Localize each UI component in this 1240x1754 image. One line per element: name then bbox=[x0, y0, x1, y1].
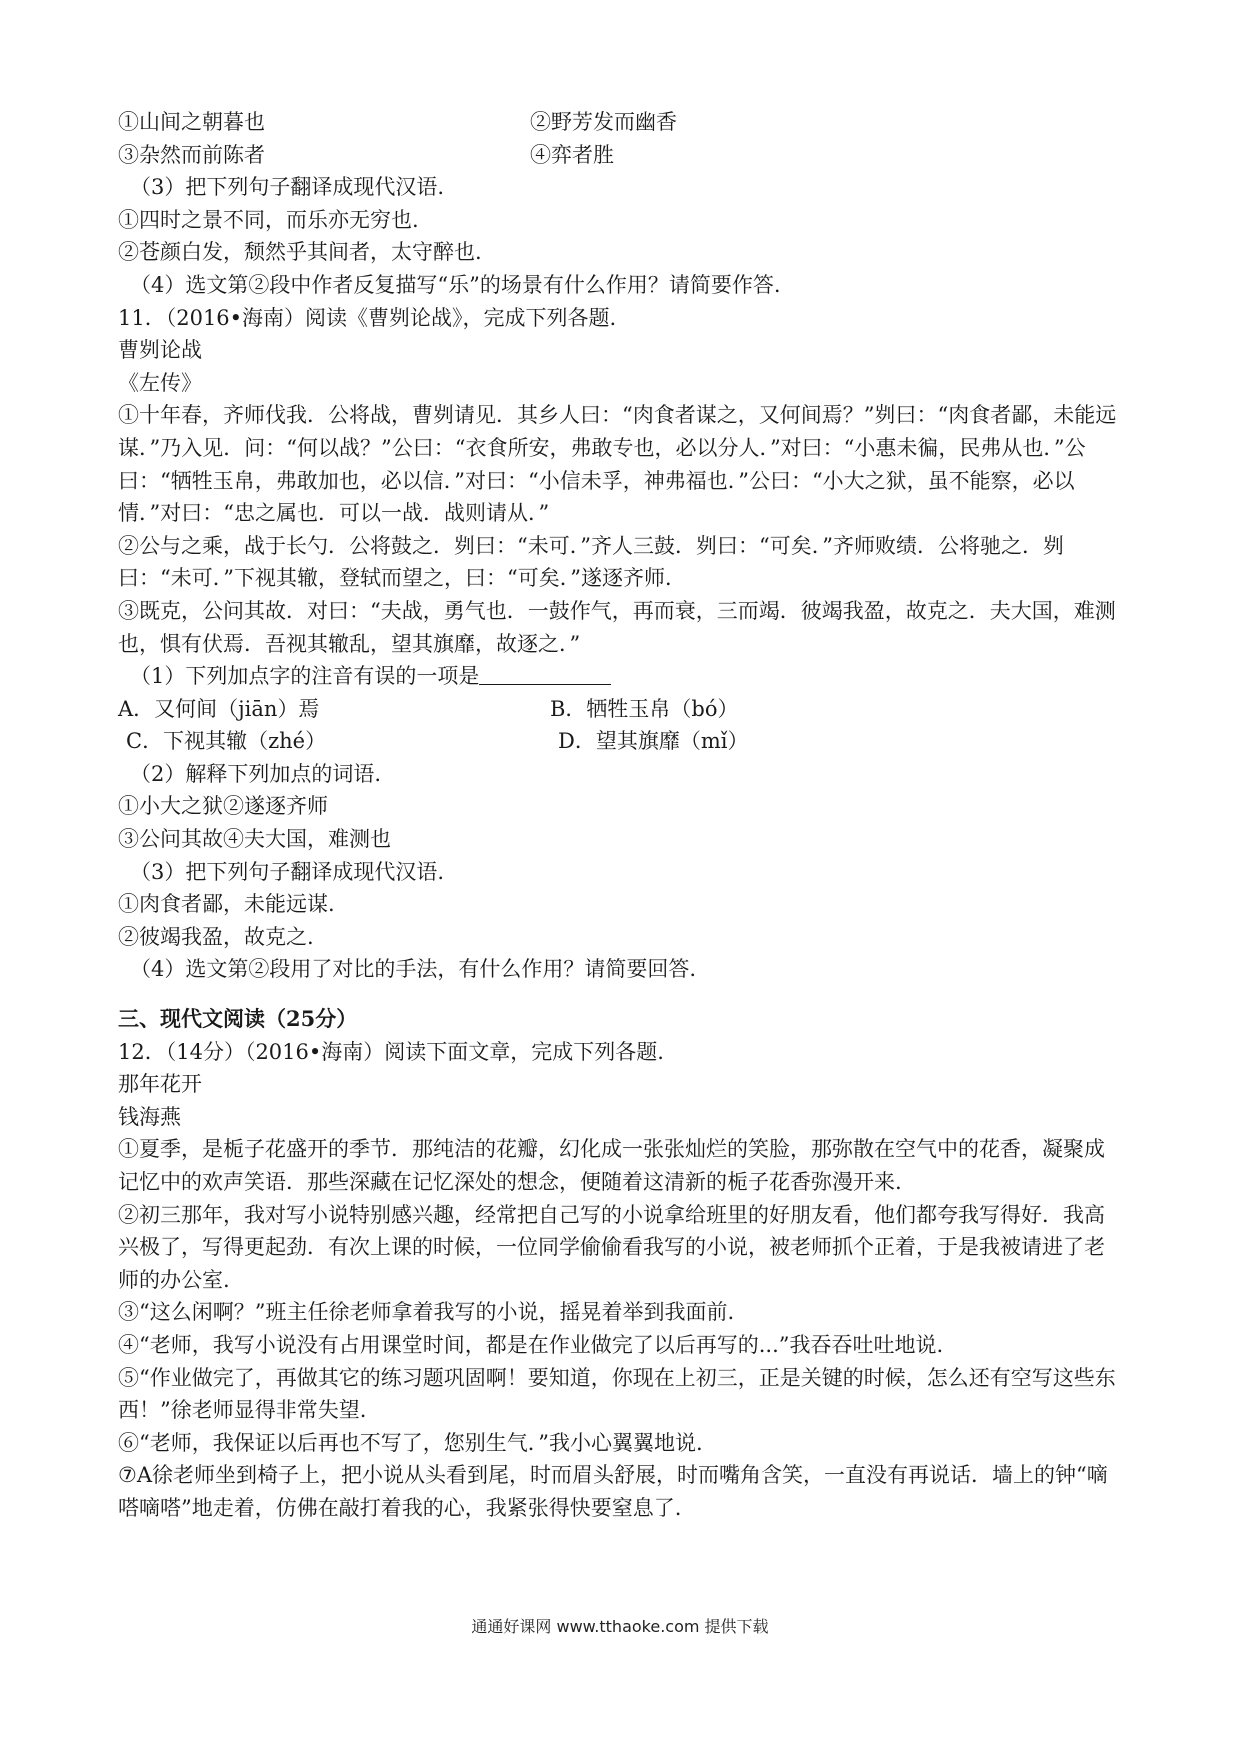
passage-paragraph: ⑥“老师，我保证以后再也不写了，您别生气．”我小心翼翼地说. bbox=[118, 1430, 703, 1455]
question-header: 12．（14分）（2016•海南）阅读下面文章，完成下列各题. bbox=[118, 1039, 664, 1064]
sub-question-prompt: （2）解释下列加点的词语. bbox=[130, 761, 382, 786]
answer-blank bbox=[479, 664, 611, 685]
option-row bbox=[118, 725, 1124, 758]
translation-item: ②彼竭我盈，故克之. bbox=[118, 924, 314, 949]
passage-paragraph: ①十年春，齐师伐我．公将战，曹刿请见．其乡人曰：“肉食者谋之，又何间焉？”刿曰：“肉食者鄙，未能远谋．”乃入见．问：“何以战？”公曰：“衣食所安，弗敢专也，必以分人．”对曰：“小惠未徧，民弗从也．”公曰：“牺牲玉帛，弗敢加也，必以信．”对曰：“小信未孚，神弗福也．”公曰：“小大之狱，虽不能察，必以情．”对曰：“忠之属也．可以一战．战则请从．” bbox=[118, 403, 1117, 526]
sub-question-prompt: （4）选文第②段中作者反复描写“乐”的场景有什么作用？请简要作答. bbox=[130, 272, 781, 297]
word-row bbox=[118, 139, 1124, 172]
option-d: D．望其旗靡（mǐ） bbox=[558, 729, 749, 754]
sub-question-prompt bbox=[118, 660, 1124, 693]
translation-item: ①四时之景不同，而乐亦无穷也. bbox=[118, 207, 419, 232]
option-c: C．下视其辙（zhé） bbox=[126, 729, 327, 754]
passage-author: 钱海燕 bbox=[118, 1104, 181, 1129]
sub-question-prompt: （3）把下列句子翻译成现代汉语. bbox=[130, 859, 445, 884]
page-footer: 通通好课网 www.tthaoke.com 提供下载 bbox=[471, 1617, 769, 1636]
word-row: ③公问其故④夫大国，难测也 bbox=[118, 827, 391, 852]
passage-paragraph: ④“老师，我写小说没有占用课堂时间，都是在作业做完了以后再写的...”我吞吞吐吐地说. bbox=[118, 1332, 944, 1357]
translation-item: ①肉食者鄙，未能远谋. bbox=[118, 892, 335, 917]
word-row bbox=[118, 106, 1124, 139]
passage-paragraph: ③“这么闲啊？”班主任徐老师拿着我写的小说，摇晃着举到我面前. bbox=[118, 1300, 735, 1325]
passage-paragraph: ①夏季，是栀子花盛开的季节．那纯洁的花瓣，幻化成一张张灿烂的笑脸，那弥散在空气中的花香，凝聚成记忆中的欢声笑语．那些深藏在记忆深处的想念，便随着这清新的栀子花香弥漫开来. bbox=[118, 1137, 1105, 1194]
word-row: ①小大之狱②遂逐齐师 bbox=[118, 794, 328, 819]
prompt-text: （1）下列加点字的注音有误的一项是 bbox=[130, 664, 480, 689]
passage-paragraph: ②公与之乘，战于长勺．公将鼓之．刿曰：“未可．”齐人三鼓．刿曰：“可矣．”齐师败绩．公将驰之．刿曰：“未可．”下视其辙，登轼而望之，曰：“可矣．”遂逐齐师． bbox=[118, 533, 1064, 591]
passage-title: 曹刿论战 bbox=[118, 338, 202, 363]
passage-paragraph: ③既克，公问其故．对曰：“夫战，勇气也．一鼓作气，再而衰，三而竭．彼竭我盈，故克之．夫大国，难测也，惧有伏焉．吾视其辙乱，望其旗靡，故逐之．” bbox=[118, 598, 1116, 656]
passage-paragraph: ⑤“作业做完了，再做其它的练习题巩固啊！要知道，你现在上初三，正是关键的时候，怎么还有空写这些东西！”徐老师显得非常失望. bbox=[118, 1365, 1116, 1423]
option-b: B．牺牲玉帛（bó） bbox=[550, 696, 739, 721]
passage-paragraph: ⑦A徐老师坐到椅子上，把小说从头看到尾，时而眉头舒展，时而嘴角含笑，一直没有再说话．墙上的钟“嘀嗒嘀嗒”地走着，仿佛在敲打着我的心，我紧张得快要窒息了. bbox=[118, 1463, 1108, 1520]
question-header: 11．（2016•海南）阅读《曹刿论战》，完成下列各题. bbox=[118, 305, 617, 330]
translation-item: ②苍颜白发，颓然乎其间者，太守醉也. bbox=[118, 240, 482, 265]
document-body bbox=[118, 106, 1124, 1525]
sub-question-prompt: （4）选文第②段用了对比的手法，有什么作用？请简要回答. bbox=[130, 957, 697, 982]
sub-question-prompt: （3）把下列句子翻译成现代汉语. bbox=[130, 175, 445, 200]
passage-source: 《左传》 bbox=[118, 370, 202, 395]
section-heading: 三、现代文阅读（25分） bbox=[118, 1006, 358, 1032]
word-item: ③杂然而前陈者 bbox=[118, 142, 265, 167]
word-item: ④弈者胜 bbox=[530, 142, 614, 167]
option-a: A．又何间（jiān）焉 bbox=[118, 696, 320, 721]
passage-paragraph: ②初三那年，我对写小说特别感兴趣，经常把自己写的小说拿给班里的好朋友看，他们都夸我写得好．我高兴极了，写得更起劲．有次上课的时候，一位同学偷偷看我写的小说，被老师抓个正着，于是我被请进了老师的办公室. bbox=[118, 1202, 1105, 1292]
option-row bbox=[118, 693, 1124, 726]
word-item: ②野芳发而幽香 bbox=[530, 110, 677, 134]
word-item: ①山间之朝暮也 bbox=[118, 110, 265, 134]
passage-title: 那年花开 bbox=[118, 1072, 202, 1097]
